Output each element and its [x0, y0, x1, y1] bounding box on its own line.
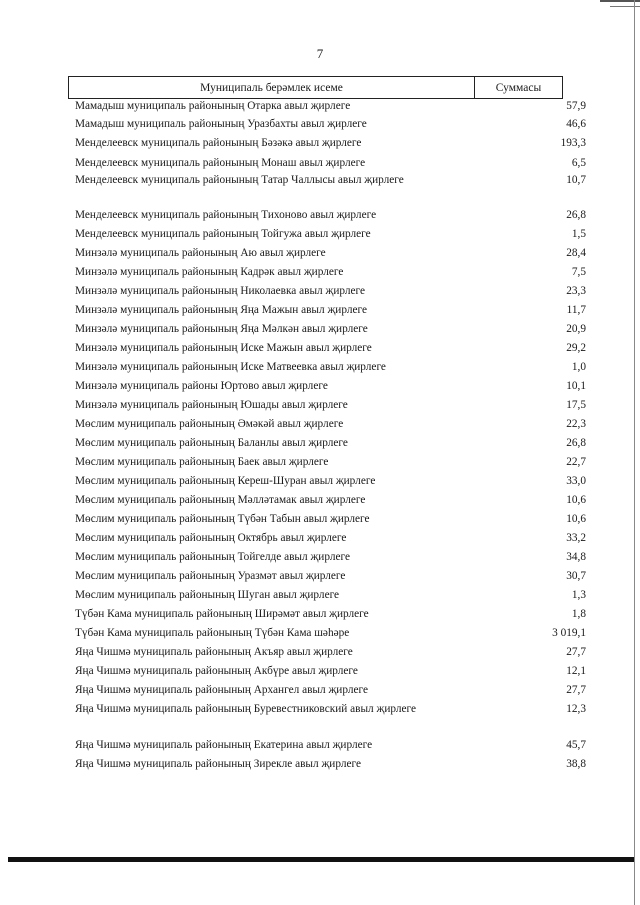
sum-value: 20,9	[566, 323, 586, 335]
sum-value: 1,3	[571, 589, 586, 601]
municipality-name: Түбән Кама муниципаль районының Ширәмәт авыл җирлеге	[75, 608, 369, 620]
sum-value: 34,8	[566, 551, 586, 563]
sum-value: 27,7	[566, 684, 586, 696]
sum-value: 193,3	[560, 137, 586, 149]
sum-value: 33,2	[566, 532, 586, 544]
sum-value: 33,0	[566, 475, 586, 487]
sum-value: 30,7	[566, 570, 586, 582]
sum-value: 12,1	[566, 665, 586, 677]
municipality-name: Мөслим муниципаль районының Шуган авыл җирлеге	[75, 589, 340, 601]
sum-value: 7,5	[571, 266, 586, 278]
municipality-name: Минзәлә муниципаль районының Иске Мажын авыл җирлеге	[75, 342, 372, 354]
sum-value: 10,1	[566, 380, 586, 392]
municipality-name: Минзәлә муниципаль районының Николаевка авыл җирлеге	[75, 285, 366, 297]
municipality-name: Менделеевск муниципаль районының Тихоново авыл җирлеге	[75, 209, 377, 221]
table-header	[68, 76, 563, 99]
municipality-name: Мөслим муниципаль районының Мәлләтамак авыл җирлеге	[75, 494, 366, 506]
sum-value: 28,4	[566, 247, 586, 259]
sum-value: 29,2	[566, 342, 586, 354]
sum-value: 26,8	[566, 209, 586, 221]
municipality-name: Мөслим муниципаль районының Түбән Табын авыл җирлеге	[75, 513, 370, 525]
sum-value: 6,5	[571, 157, 586, 169]
sum-value: 10,6	[566, 494, 586, 506]
municipality-name: Яңа Чишмә муниципаль районының Буревестниковский авыл җирлеге	[75, 703, 417, 715]
municipality-name: Менделеевск муниципаль районының Бәзәкә авыл җирлеге	[75, 137, 362, 149]
municipality-name: Менделеевск муниципаль районының Тойгужа авыл җирлеге	[75, 228, 371, 240]
municipality-name: Түбән Кама муниципаль районының Түбән Кама шәһәре	[75, 627, 350, 639]
header-sum-column: Суммасы	[495, 81, 542, 94]
municipality-name: Минзәлә муниципаль районының Яңа Мажын авыл җирлеге	[75, 304, 367, 316]
sum-value: 26,8	[566, 437, 586, 449]
sum-value: 46,6	[566, 118, 586, 130]
sum-value: 1,0	[571, 361, 586, 373]
municipality-name: Минзәлә муниципаль районы Юртово авыл җирлеге	[75, 380, 328, 392]
municipality-name: Минзәлә муниципаль районының Яңа Мәлкән авыл җирлеге	[75, 323, 368, 335]
sum-value: 22,7	[566, 456, 586, 468]
sum-value: 11,7	[566, 304, 586, 316]
sum-value: 38,8	[566, 758, 586, 770]
municipality-name: Яңа Чишмә муниципаль районының Архангел авыл җирлеге	[75, 684, 368, 696]
municipality-name: Минзәлә муниципаль районының Кадрәк авыл җирлеге	[75, 266, 344, 278]
municipality-name: Мөслим муниципаль районының Әмәкәй авыл җирлеге	[75, 418, 344, 430]
sum-value: 17,5	[566, 399, 586, 411]
municipality-name: Мөслим муниципаль районының Кереш-Шуран авыл җирлеге	[75, 475, 376, 487]
municipality-name: Мөслим муниципаль районының Тойгелде авыл җирлеге	[75, 551, 350, 563]
sum-value: 22,3	[566, 418, 586, 430]
municipality-name: Мөслим муниципаль районының Баланлы авыл җирлеге	[75, 437, 348, 449]
municipality-name: Яңа Чишмә муниципаль районының Акъяр авыл җирлеге	[75, 646, 353, 658]
municipality-name: Яңа Чишмә муниципаль районының Зирекле авыл җирлеге	[75, 758, 361, 770]
sum-value: 1,5	[571, 228, 586, 240]
sum-value: 10,6	[566, 513, 586, 525]
municipality-name: Яңа Чишмә муниципаль районының Акбүре авыл җирлеге	[75, 665, 358, 677]
sum-value: 57,9	[566, 100, 586, 112]
sum-value: 45,7	[566, 739, 586, 751]
municipality-name: Мөслим муниципаль районының Баек авыл җирлеге	[75, 456, 329, 468]
page-number: 7	[316, 46, 324, 61]
municipality-name: Мөслим муниципаль районының Октябрь авыл җирлеге	[75, 532, 347, 544]
bottom-border-bar	[8, 857, 634, 862]
sum-value: 3 019,1	[552, 627, 586, 639]
sum-value: 1,8	[571, 608, 586, 620]
sum-value: 12,3	[566, 703, 586, 715]
corner-mark-secondary	[610, 6, 640, 7]
sum-value: 10,7	[566, 174, 586, 186]
municipality-name: Мамадыш муниципаль районының Уразбахты авыл җирлеге	[75, 118, 367, 130]
municipality-name: Мөслим муниципаль районының Уразмәт авыл җирлеге	[75, 570, 346, 582]
sum-value: 27,7	[566, 646, 586, 658]
municipality-name: Яңа Чишмә муниципаль районының Екатерина авыл җирлеге	[75, 739, 373, 751]
header-name-column: Муниципаль берәмлек исеме	[69, 77, 475, 98]
municipality-name: Минзәлә муниципаль районының Иске Матвеевка авыл җирлеге	[75, 361, 386, 373]
municipality-name: Менделеевск муниципаль районының Монаш авыл җирлеге	[75, 157, 366, 169]
scan-edge-line	[634, 0, 635, 905]
municipality-name: Минзәлә муниципаль районының Аю авыл җирлеге	[75, 247, 326, 259]
municipality-name: Минзәлә муниципаль районының Юшады авыл җирлеге	[75, 399, 348, 411]
municipality-name: Мамадыш муниципаль районының Отарка авыл җирлеге	[75, 100, 351, 112]
sum-value: 23,3	[566, 285, 586, 297]
municipality-name: Менделеевск муниципаль районының Татар Чаллысы авыл җирлеге	[75, 174, 404, 186]
